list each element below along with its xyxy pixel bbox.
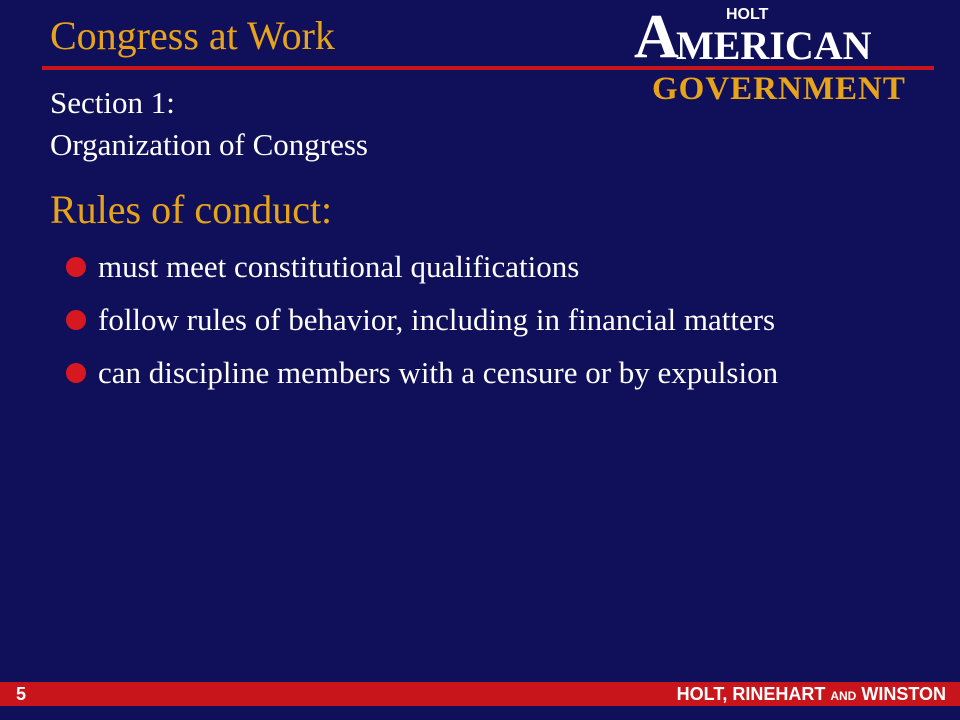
publisher-credit [677,684,946,705]
list-item [66,246,826,287]
bullet-text: follow rules of behavior, including in financial matters [98,302,776,337]
bullet-dot-icon [66,257,86,277]
bullet-dot-icon [66,363,86,383]
section-name: Organization of Congress [50,127,368,162]
bullet-dot-icon [66,310,86,330]
american-government-logo [630,0,930,112]
logo-government: GOVERNMENT [652,71,906,107]
bullet-text: must meet constitutional qualifications [98,249,580,284]
content-heading: Rules of conduct: [50,187,333,232]
logo-holt: HOLT [726,6,769,23]
list-item [66,299,826,340]
publisher-part2: WINSTON [856,684,946,704]
publisher-part1: HOLT, RINEHART [676,684,831,704]
footer-bar [0,682,960,706]
bullet-text: can discipline members with a censure or by expulsion [98,355,779,390]
section-number: Section 1: [50,85,175,120]
bullet-list [66,246,826,405]
publisher-and: AND [830,689,857,703]
page-number: 5 [16,684,27,704]
section-subtitle [50,82,368,166]
list-item [66,352,826,393]
logo-big-a: A [634,3,679,71]
slide-title: Congress at Work [50,13,335,58]
logo-merican: MERICAN [676,23,872,68]
